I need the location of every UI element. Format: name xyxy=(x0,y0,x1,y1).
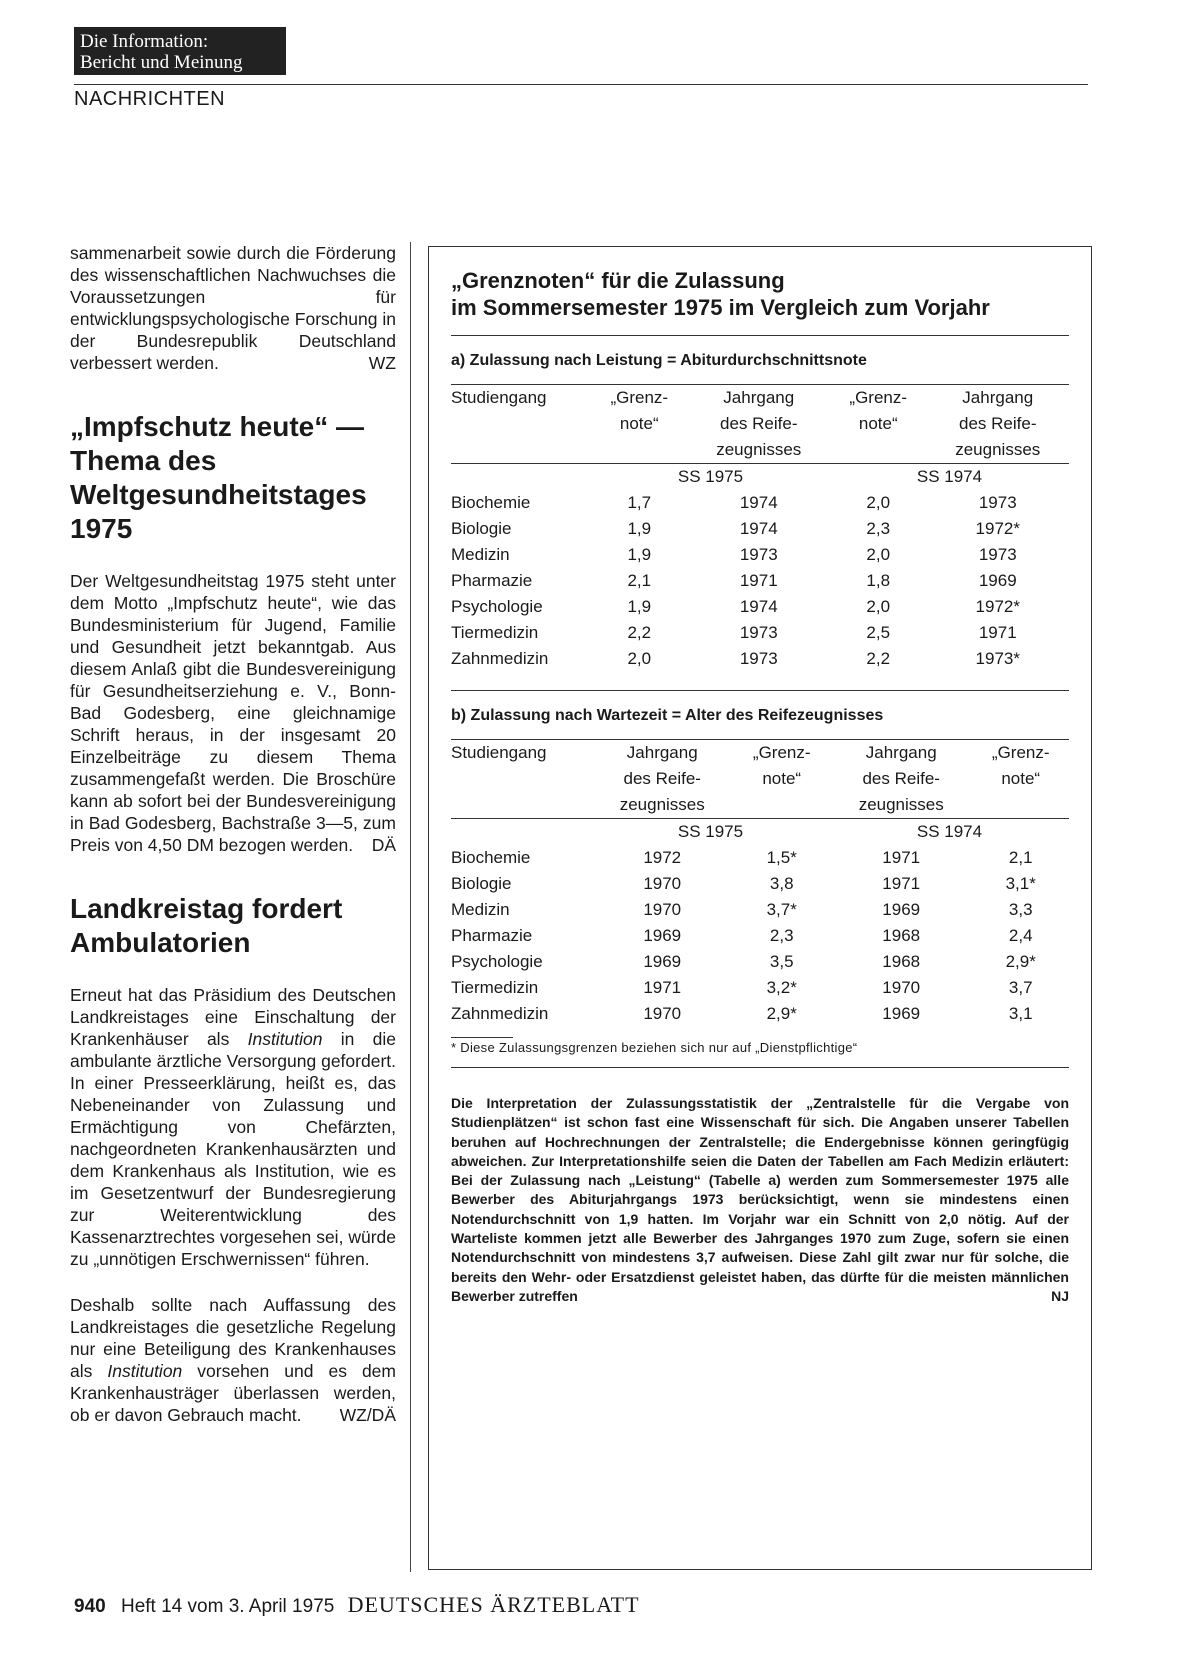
table-b-cell: 3,7 xyxy=(1008,978,1033,997)
table-b-header-year-1: Jahrgang des Reife- zeugnisses xyxy=(619,743,705,814)
table-a-cell: Zahnmedizin xyxy=(451,649,549,668)
table-b-header-grade-2: „Grenz- note“ xyxy=(991,743,1050,788)
table-a-row xyxy=(451,646,1069,672)
table-a-semester-1974: SS 1974 xyxy=(916,467,983,486)
table-b-semester-1974: SS 1974 xyxy=(916,822,983,841)
article-1-headline: „Impfschutz heute“ — Thema des Weltgesundheitstages 1975 xyxy=(70,411,367,544)
table-a-cell: 2,0 xyxy=(866,545,891,564)
a2-p1-emphasis: Institution xyxy=(247,1029,323,1049)
box-title-line-2: im Sommersemester 1975 im Vergleich zum Vorjahr xyxy=(451,295,990,320)
box-title xyxy=(451,267,1069,321)
interpretation-text: Die Interpretation der Zulassungsstatistik der „Zentralstelle für die Vergabe von Studienplätzen“ ist schon fast eine Wissenschaft für sich. Die Angaben unserer Tabellen beruhen auf Hochrechnungen der Zentralstelle; die Endergebnisse können geringfügig abweichen. Zur Interpretationshilfe seien die Daten der Tabellen am Fach Medizin erläutert: Bei der Zulassung nach „Leistung“ (Tabelle a) werden zum Sommersemester 1975 alle Bewerber des Abiturjahrgangs 1973 berücksichtigt, wenn sie mindestens einen Notendurchschnitt von 1,9 hatten. Im Vorjahr war ein Schnitt von 2,0 nötig. Auf der Warteliste kommen jetzt alle Bewerber des Jahrganges 1970 zum Zuge, sofern sie einen Notendurchschnitt von mindestens 3,7 aufweisen. Diese Zahl gilt zwar nur für solche, die bereits den Wehr- oder Ersatzdienst geleistet haben, das dürfte für die meisten männlichen Bewerber zutreffen xyxy=(451,1095,1069,1304)
table-b-cell: 3,5 xyxy=(769,952,794,971)
table-b-cell: Tiermedizin xyxy=(451,978,539,997)
table-a-header-course: Studiengang xyxy=(451,388,547,407)
table-a-cell: 1973* xyxy=(975,649,1020,668)
table-b-cell: 1,5* xyxy=(766,848,797,867)
table-a-cell: 1973 xyxy=(978,545,1017,564)
table-a-cell: Biochemie xyxy=(451,493,531,512)
table-b-cell: 1971 xyxy=(643,978,682,997)
table-b-cell: 2,4 xyxy=(1008,926,1033,945)
header-line-2: Bericht und Meinung xyxy=(80,52,243,73)
table-b-cell: 2,9* xyxy=(766,1004,797,1023)
table-a-cell: 1,9 xyxy=(627,545,652,564)
table-a-cell: 1974 xyxy=(739,493,778,512)
left-column xyxy=(70,242,396,1426)
table-a-cell: Psychologie xyxy=(451,597,543,616)
section-header-box xyxy=(74,27,286,75)
table-a-row xyxy=(451,490,1069,516)
table-b-row xyxy=(451,1001,1069,1027)
table-a-cell: 2,2 xyxy=(627,623,652,642)
article-1-text: Der Weltgesundheitstag 1975 steht unter dem Motto „Impfschutz heute“, wie das Bundesministerium für Jugend, Familie und Gesundheit jetzt bekanntgab. Aus diesem Anlaß gibt die Bundesvereinigung für Gesundheitserziehung e. V., Bonn-Bad Godesberg, eine gleichnamige Schrift heraus, in der insgesamt 20 Einzelbeiträge zu diesem Thema zusammengefaßt werden. Die Broschüre kann ab sofort bei der Bundesvereinigung in Bad Godesberg, Bachstraße 3—5, zum Preis von 4,50 DM bezogen werden. xyxy=(70,571,396,855)
table-b-row xyxy=(451,871,1069,897)
table-a-subhead: a) Zulassung nach Leistung = Abiturdurchschnittsnote xyxy=(451,352,867,369)
table-b-cell: 1969 xyxy=(882,900,921,919)
table-b-row xyxy=(451,845,1069,871)
table-a-cell: Medizin xyxy=(451,545,510,564)
interpretation-note xyxy=(451,1094,1069,1306)
table-b-cell: 1968 xyxy=(882,952,921,971)
table-a-header-year-2: Jahrgang des Reife- zeugnisses xyxy=(955,388,1041,459)
table-a-row xyxy=(451,542,1069,568)
page-footer xyxy=(74,1592,640,1618)
a2-p2-emphasis: Institution xyxy=(107,1361,183,1381)
article-2-paragraph-1 xyxy=(70,984,396,1270)
table-a-cell: 2,0 xyxy=(866,493,891,512)
table-b-cell: Zahnmedizin xyxy=(451,1004,549,1023)
table-a-header-grade-2: „Grenz- note“ xyxy=(849,388,908,433)
table-a-cell: Pharmazie xyxy=(451,571,533,590)
table-a-cell: 1974 xyxy=(739,597,778,616)
table-b-row xyxy=(451,975,1069,1001)
table-b-cell: 1968 xyxy=(882,926,921,945)
table-a-cell: 2,5 xyxy=(866,623,891,642)
table-b-cell: Psychologie xyxy=(451,952,543,971)
table-b-cell: 1969 xyxy=(643,926,682,945)
column-divider xyxy=(410,242,411,1572)
table-b-cell: 3,7* xyxy=(766,900,797,919)
table-a-header-year-1: Jahrgang des Reife- zeugnisses xyxy=(716,388,802,459)
table-a-cell: 1971 xyxy=(978,623,1017,642)
intro-signature: WZ xyxy=(368,353,396,373)
header-line-1: Die Information: xyxy=(80,31,209,52)
table-a-row xyxy=(451,516,1069,542)
table-b-cell: 3,3 xyxy=(1008,900,1033,919)
table-b-cell: 3,2* xyxy=(766,978,797,997)
table-b-cell: 1969 xyxy=(643,952,682,971)
table-a-cell: 1974 xyxy=(739,519,778,538)
table-a-cell: 2,0 xyxy=(627,649,652,668)
table-a-row xyxy=(451,620,1069,646)
table-a-cell: 2,1 xyxy=(627,571,652,590)
table-a-header-grade-1: „Grenz- note“ xyxy=(610,388,669,433)
table-b-cell: 1970 xyxy=(643,1004,682,1023)
table-b-header-year-2: Jahrgang des Reife- zeugnisses xyxy=(858,743,944,814)
article-2-headline: Landkreistag fordert Ambulatorien xyxy=(70,893,343,958)
issue-info: Heft 14 vom 3. April 1975 xyxy=(120,1596,335,1617)
article-1-signature: DÄ xyxy=(371,835,396,855)
table-b-row xyxy=(451,897,1069,923)
header-rule xyxy=(74,84,1088,85)
a2-p2-before: Deshalb sollte nach Auffassung des Landkreistages die gesetzliche Regelung nur eine Beteiligung des Krankenhauses als xyxy=(70,1295,396,1381)
a2-p1-after: in die ambulante ärztliche Versorgung gefordert. In einer Presseerklärung, heißt es, das Nebeneinander von Zulassung und Ermächtigung von Chefärzten, nachgeordneten Krankenhausärzten und dem Krankenhaus als Institution, wie es im Gesetzentwurf der Bundesregierung zur Weiterentwicklung des Kassenarztrechtes vorgesehen sei, würde zu „unnötigen Erschwernissen“ führen. xyxy=(70,1029,396,1269)
section-label: NACHRICHTEN xyxy=(74,88,226,110)
table-b-cell: 1969 xyxy=(882,1004,921,1023)
table-a-cell: 1971 xyxy=(739,571,778,590)
table-b-cell: 1972 xyxy=(643,848,682,867)
table-b-header-course: Studiengang xyxy=(451,743,547,762)
table-b-cell: 2,1 xyxy=(1008,848,1033,867)
table-a-semester-1975: SS 1975 xyxy=(677,467,744,486)
table-a xyxy=(451,385,1069,672)
table-a-cell: 2,2 xyxy=(866,649,891,668)
box-title-line-1: „Grenznoten“ für die Zulassung xyxy=(451,268,785,293)
table-b-cell: Biologie xyxy=(451,874,512,893)
article-2-paragraph-2 xyxy=(70,1294,396,1426)
table-b-cell: 1971 xyxy=(882,848,921,867)
table-a-cell: 1,9 xyxy=(627,519,652,538)
table-a-cell: 1973 xyxy=(739,649,778,668)
table-b-cell: Pharmazie xyxy=(451,926,533,945)
statistics-box xyxy=(428,246,1092,1570)
table-b-cell: 2,9* xyxy=(1005,952,1036,971)
table-b-subhead: b) Zulassung nach Wartezeit = Alter des Reifezeugnisses xyxy=(451,707,884,724)
table-a-cell: 1973 xyxy=(739,623,778,642)
table-b-cell: 3,8 xyxy=(769,874,794,893)
table-b-cell: 1970 xyxy=(643,874,682,893)
table-a-cell: Biologie xyxy=(451,519,512,538)
table-b xyxy=(451,740,1069,1027)
table-a-cell: 1969 xyxy=(978,571,1017,590)
table-a-cell: 1973 xyxy=(978,493,1017,512)
table-b-cell: 1970 xyxy=(882,978,921,997)
table-b-semester-1975: SS 1975 xyxy=(677,822,744,841)
page-number: 940 xyxy=(74,1596,106,1617)
intro-text: sammenarbeit sowie durch die Förderung des wissenschaftlichen Nachwuchses die Voraussetzungen für entwicklungspsychologische Forschung in der Bundesrepublik Deutschland verbessert werden. xyxy=(70,243,396,373)
table-a-cell: 1,8 xyxy=(866,571,891,590)
table-a-cell: 2,3 xyxy=(866,519,891,538)
table-b-cell: 2,3 xyxy=(769,926,794,945)
table-b-cell: 1971 xyxy=(882,874,921,893)
interpretation-signature: NJ xyxy=(1051,1287,1069,1304)
table-b-cell: Biochemie xyxy=(451,848,531,867)
footnote: * Diese Zulassungsgrenzen beziehen sich nur auf „Dienstpflichtige“ xyxy=(451,1040,858,1055)
table-b-cell: 1970 xyxy=(643,900,682,919)
table-a-cell: 1972* xyxy=(975,519,1020,538)
table-a-cell: 1,9 xyxy=(627,597,652,616)
article-2-signature: WZ/DÄ xyxy=(339,1405,396,1425)
journal-name: DEUTSCHES ÄRZTEBLATT xyxy=(347,1592,640,1617)
table-a-cell: 2,0 xyxy=(866,597,891,616)
table-b-cell: 3,1 xyxy=(1008,1004,1033,1023)
a2-p1-before: Erneut hat das Präsidium des Deutschen Landkreistages eine Einschaltung der Krankenhäuser als xyxy=(70,985,396,1049)
table-a-cell: 1973 xyxy=(739,545,778,564)
table-a-cell: 1,7 xyxy=(627,493,652,512)
table-b-header-grade-1: „Grenz- note“ xyxy=(752,743,811,788)
table-a-row xyxy=(451,594,1069,620)
table-a-cell: 1972* xyxy=(975,597,1020,616)
table-b-cell: 3,1* xyxy=(1005,874,1036,893)
a2-p2-after: vorsehen und es dem Krankenhausträger überlassen werden, ob er davon Gebrauch macht. xyxy=(70,1361,396,1425)
table-a-row xyxy=(451,568,1069,594)
table-b-row xyxy=(451,949,1069,975)
table-b-row xyxy=(451,923,1069,949)
article-1-body xyxy=(70,570,396,856)
table-b-cell: Medizin xyxy=(451,900,510,919)
table-a-cell: Tiermedizin xyxy=(451,623,539,642)
intro-paragraph xyxy=(70,242,396,374)
